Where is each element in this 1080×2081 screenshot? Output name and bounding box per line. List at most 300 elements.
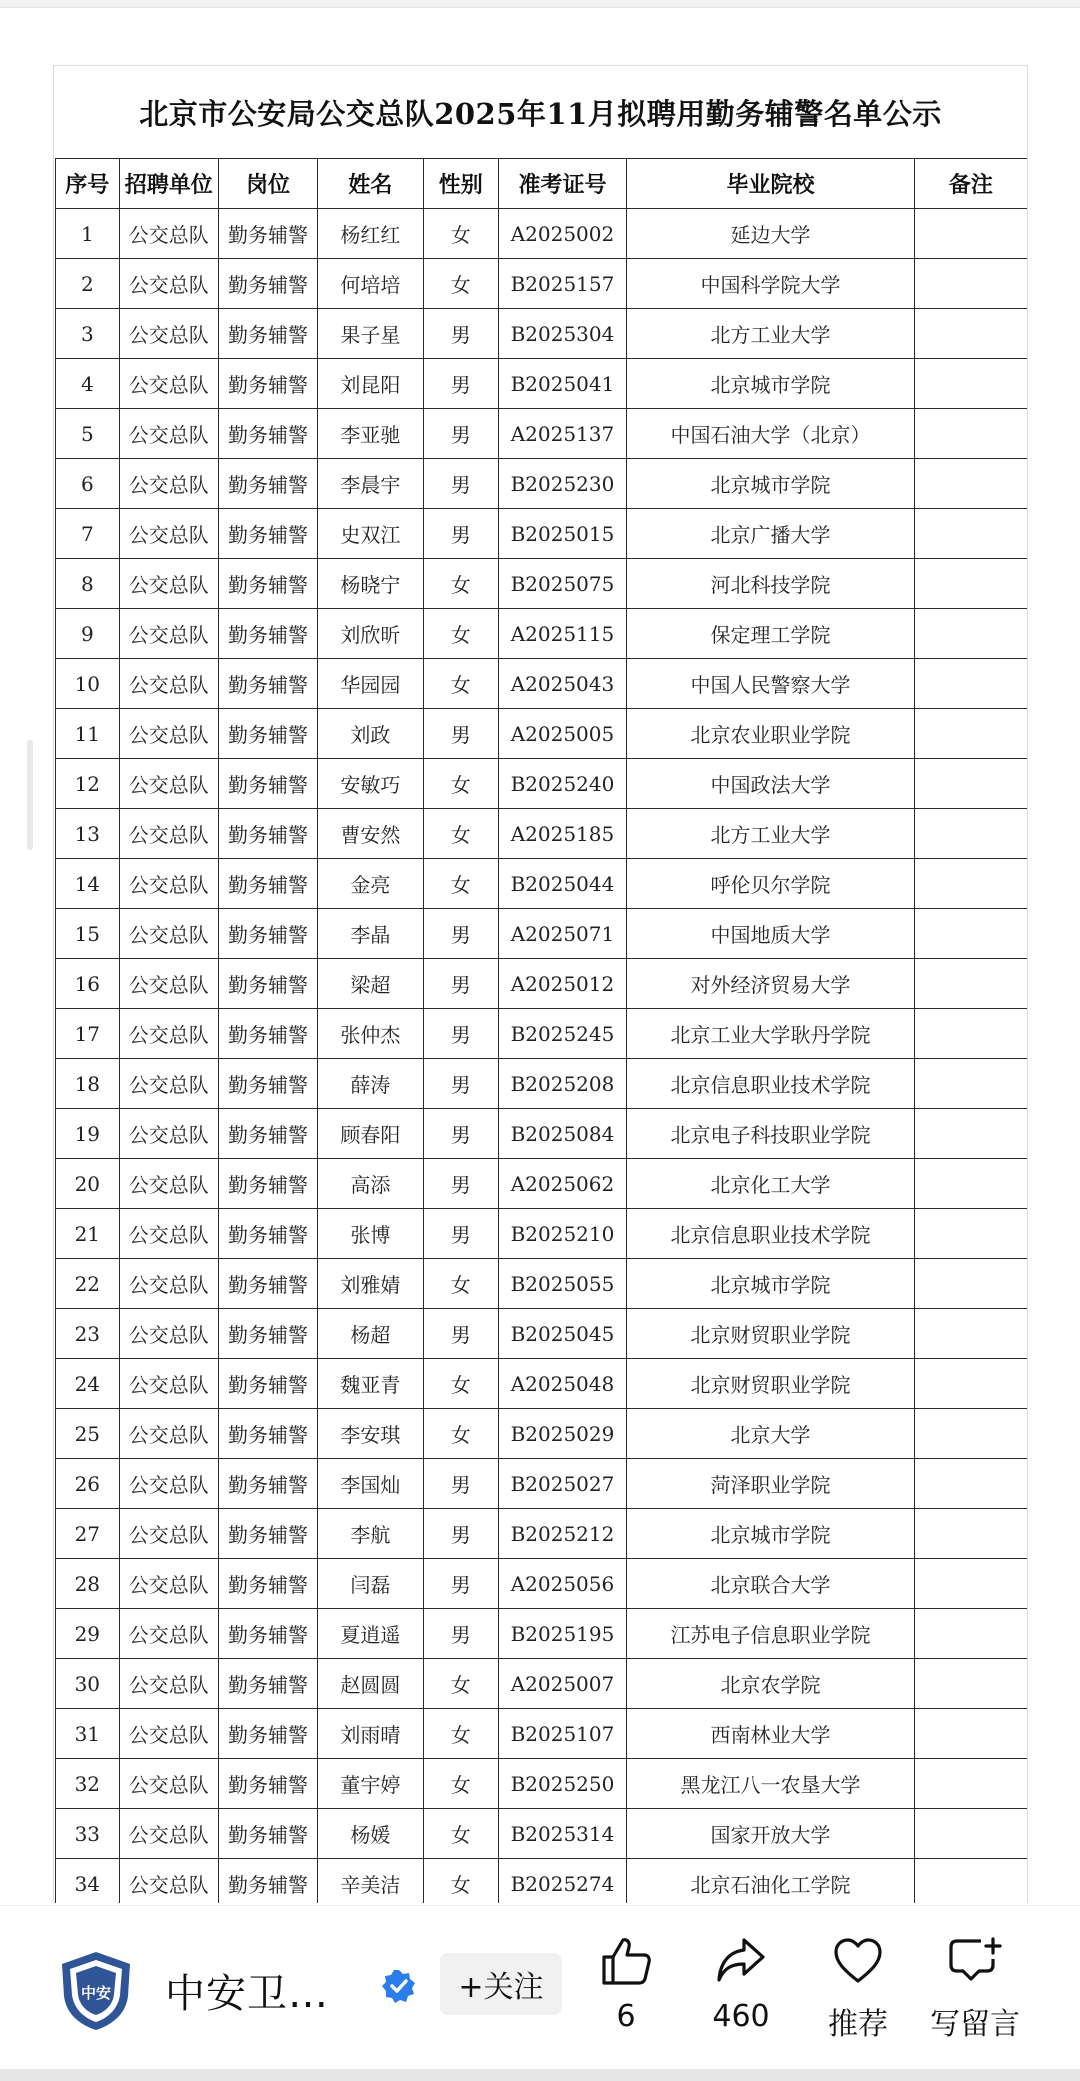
- cell-name: 夏逍遥: [318, 1609, 424, 1659]
- cell-gender: 女: [423, 1709, 498, 1759]
- table-row: [56, 1609, 1028, 1659]
- cell-index: 24: [56, 1359, 120, 1409]
- cell-post: 勤务辅警: [218, 1059, 317, 1109]
- cell-unit: 公交总队: [119, 1159, 218, 1209]
- cell-post: 勤务辅警: [218, 1309, 317, 1359]
- cell-school: 北京广播大学: [627, 509, 915, 559]
- cell-unit: 公交总队: [119, 1359, 218, 1409]
- recommend-button[interactable]: [798, 1935, 918, 2045]
- cell-name: 华园园: [318, 659, 424, 709]
- cell-remarks: [914, 859, 1027, 909]
- cell-school: 江苏电子信息职业学院: [627, 1609, 915, 1659]
- table-row: [56, 1109, 1028, 1159]
- cell-unit: 公交总队: [119, 509, 218, 559]
- cell-school: 黑龙江八一农垦大学: [627, 1759, 915, 1809]
- cell-index: 34: [56, 1859, 120, 1904]
- cell-gender: 男: [423, 1609, 498, 1659]
- cell-index: 8: [56, 559, 120, 609]
- cell-index: 21: [56, 1209, 120, 1259]
- cell-gender: 男: [423, 409, 498, 459]
- table-row: [56, 609, 1028, 659]
- cell-gender: 男: [423, 1459, 498, 1509]
- cell-index: 23: [56, 1309, 120, 1359]
- cell-post: 勤务辅警: [218, 409, 317, 459]
- cell-gender: 女: [423, 1759, 498, 1809]
- cell-unit: 公交总队: [119, 1109, 218, 1159]
- cell-gender: 男: [423, 1209, 498, 1259]
- cell-name: 李国灿: [318, 1459, 424, 1509]
- cell-name: 刘欣昕: [318, 609, 424, 659]
- comment-plus-icon: [947, 1935, 1003, 1987]
- table-row: [56, 509, 1028, 559]
- cell-index: 22: [56, 1259, 120, 1309]
- cell-unit: 公交总队: [119, 1459, 218, 1509]
- cell-exam-id: B2025084: [498, 1109, 626, 1159]
- cell-exam-id: B2025274: [498, 1859, 626, 1904]
- cell-post: 勤务辅警: [218, 809, 317, 859]
- cell-index: 9: [56, 609, 120, 659]
- cell-remarks: [914, 309, 1027, 359]
- like-button[interactable]: [566, 1935, 686, 2045]
- cell-remarks: [914, 1109, 1027, 1159]
- cell-remarks: [914, 459, 1027, 509]
- cell-index: 20: [56, 1159, 120, 1209]
- table-row: [56, 1159, 1028, 1209]
- cell-post: 勤务辅警: [218, 559, 317, 609]
- cell-unit: 公交总队: [119, 209, 218, 259]
- col-header-school: 毕业院校: [627, 159, 915, 209]
- cell-post: 勤务辅警: [218, 659, 317, 709]
- col-header-post: 岗位: [218, 159, 317, 209]
- cell-name: 李亚驰: [318, 409, 424, 459]
- account-name[interactable]: 中安卫…: [165, 1971, 329, 2017]
- cell-name: 高添: [318, 1159, 424, 1209]
- cell-school: 中国地质大学: [627, 909, 915, 959]
- cell-index: 30: [56, 1659, 120, 1709]
- cell-name: 刘政: [318, 709, 424, 759]
- cell-post: 勤务辅警: [218, 1409, 317, 1459]
- cell-post: 勤务辅警: [218, 1509, 317, 1559]
- cell-name: 刘雅婧: [318, 1259, 424, 1309]
- cell-index: 18: [56, 1059, 120, 1109]
- cell-unit: 公交总队: [119, 409, 218, 459]
- cell-post: 勤务辅警: [218, 459, 317, 509]
- cell-school: 北京信息职业技术学院: [627, 1209, 915, 1259]
- verified-check-icon: [382, 1969, 416, 2003]
- cell-exam-id: B2025044: [498, 859, 626, 909]
- like-count: 6: [616, 1999, 636, 2034]
- cell-school: 对外经济贸易大学: [627, 959, 915, 1009]
- cell-remarks: [914, 659, 1027, 709]
- cell-gender: 女: [423, 809, 498, 859]
- cell-exam-id: B2025045: [498, 1309, 626, 1359]
- cell-school: 菏泽职业学院: [627, 1459, 915, 1509]
- cell-index: 4: [56, 359, 120, 409]
- table-row: [56, 1809, 1028, 1859]
- cell-exam-id: B2025210: [498, 1209, 626, 1259]
- cell-unit: 公交总队: [119, 1859, 218, 1904]
- cell-remarks: [914, 609, 1027, 659]
- cell-post: 勤务辅警: [218, 1559, 317, 1609]
- cell-name: 魏亚青: [318, 1359, 424, 1409]
- cell-remarks: [914, 409, 1027, 459]
- cell-name: 果子星: [318, 309, 424, 359]
- cell-index: 17: [56, 1009, 120, 1059]
- cell-gender: 男: [423, 959, 498, 1009]
- cell-school: 北京城市学院: [627, 1259, 915, 1309]
- cell-school: 北方工业大学: [627, 809, 915, 859]
- cell-unit: 公交总队: [119, 1409, 218, 1459]
- cell-post: 勤务辅警: [218, 609, 317, 659]
- cell-post: 勤务辅警: [218, 709, 317, 759]
- cell-name: 辛美洁: [318, 1859, 424, 1904]
- cell-index: 27: [56, 1509, 120, 1559]
- cell-gender: 女: [423, 1809, 498, 1859]
- cell-gender: 男: [423, 459, 498, 509]
- cell-gender: 男: [423, 709, 498, 759]
- cell-exam-id: A2025115: [498, 609, 626, 659]
- cell-exam-id: B2025250: [498, 1759, 626, 1809]
- cell-school: 河北科技学院: [627, 559, 915, 609]
- cell-index: 16: [56, 959, 120, 1009]
- cell-post: 勤务辅警: [218, 1609, 317, 1659]
- cell-post: 勤务辅警: [218, 209, 317, 259]
- cell-remarks: [914, 1859, 1027, 1904]
- cell-name: 杨红红: [318, 209, 424, 259]
- table-row: [56, 1209, 1028, 1259]
- cell-gender: 男: [423, 1559, 498, 1609]
- col-header-name: 姓名: [318, 159, 424, 209]
- cell-name: 史双江: [318, 509, 424, 559]
- cell-post: 勤务辅警: [218, 1159, 317, 1209]
- cell-exam-id: B2025230: [498, 459, 626, 509]
- cell-unit: 公交总队: [119, 909, 218, 959]
- cell-school: 北京财贸职业学院: [627, 1309, 915, 1359]
- cell-unit: 公交总队: [119, 609, 218, 659]
- cell-index: 14: [56, 859, 120, 909]
- follow-button[interactable]: +关注: [440, 1953, 562, 2015]
- cell-unit: 公交总队: [119, 1609, 218, 1659]
- cell-school: 中国科学院大学: [627, 259, 915, 309]
- cell-exam-id: B2025240: [498, 759, 626, 809]
- thumbs-up-icon: [600, 1935, 652, 1987]
- table-row: [56, 359, 1028, 409]
- cell-exam-id: A2025071: [498, 909, 626, 959]
- cell-gender: 男: [423, 309, 498, 359]
- cell-name: 刘昆阳: [318, 359, 424, 409]
- comment-label: 写留言: [930, 2007, 1020, 2042]
- cell-exam-id: B2025075: [498, 559, 626, 609]
- cell-name: 李晨宇: [318, 459, 424, 509]
- cell-index: 28: [56, 1559, 120, 1609]
- cell-school: 北京电子科技职业学院: [627, 1109, 915, 1159]
- table-row: [56, 409, 1028, 459]
- cell-gender: 女: [423, 859, 498, 909]
- cell-school: 西南林业大学: [627, 1709, 915, 1759]
- cell-unit: 公交总队: [119, 1259, 218, 1309]
- cell-remarks: [914, 1159, 1027, 1209]
- table-row: [56, 1359, 1028, 1409]
- cell-school: 北京财贸职业学院: [627, 1359, 915, 1409]
- cell-gender: 女: [423, 1259, 498, 1309]
- cell-unit: 公交总队: [119, 559, 218, 609]
- cell-exam-id: A2025062: [498, 1159, 626, 1209]
- cell-index: 33: [56, 1809, 120, 1859]
- table-row: [56, 1059, 1028, 1109]
- cell-post: 勤务辅警: [218, 1359, 317, 1409]
- col-header-gender: 性别: [423, 159, 498, 209]
- cell-index: 12: [56, 759, 120, 809]
- cell-name: 安敏巧: [318, 759, 424, 809]
- cell-post: 勤务辅警: [218, 1109, 317, 1159]
- cell-unit: 公交总队: [119, 859, 218, 909]
- cell-name: 李安琪: [318, 1409, 424, 1459]
- cell-name: 李晶: [318, 909, 424, 959]
- cell-remarks: [914, 509, 1027, 559]
- cell-unit: 公交总队: [119, 359, 218, 409]
- cell-unit: 公交总队: [119, 309, 218, 359]
- cell-school: 北京工业大学耿丹学院: [627, 1009, 915, 1059]
- cell-school: 北京农业职业学院: [627, 709, 915, 759]
- cell-index: 3: [56, 309, 120, 359]
- cell-name: 薛涛: [318, 1059, 424, 1109]
- cell-gender: 男: [423, 1009, 498, 1059]
- account-avatar[interactable]: [58, 1950, 134, 2032]
- cell-exam-id: B2025041: [498, 359, 626, 409]
- cell-school: 北京化工大学: [627, 1159, 915, 1209]
- cell-exam-id: A2025012: [498, 959, 626, 1009]
- cell-remarks: [914, 759, 1027, 809]
- table-row: [56, 659, 1028, 709]
- cell-school: 北京城市学院: [627, 359, 915, 409]
- cell-remarks: [914, 209, 1027, 259]
- cell-school: 北京城市学院: [627, 1509, 915, 1559]
- cell-index: 15: [56, 909, 120, 959]
- cell-unit: 公交总队: [119, 1809, 218, 1859]
- cell-unit: 公交总队: [119, 709, 218, 759]
- cell-unit: 公交总队: [119, 1759, 218, 1809]
- cell-remarks: [914, 1709, 1027, 1759]
- cell-school: 中国人民警察大学: [627, 659, 915, 709]
- table-row: [56, 309, 1028, 359]
- cell-unit: 公交总队: [119, 659, 218, 709]
- share-arrow-icon: [715, 1935, 767, 1987]
- notice-image[interactable]: [53, 65, 1028, 1903]
- cell-post: 勤务辅警: [218, 359, 317, 409]
- cell-gender: 女: [423, 1409, 498, 1459]
- cell-school: 北京农学院: [627, 1659, 915, 1709]
- cell-school: 延边大学: [627, 209, 915, 259]
- cell-name: 梁超: [318, 959, 424, 1009]
- cell-unit: 公交总队: [119, 459, 218, 509]
- cell-index: 1: [56, 209, 120, 259]
- cell-remarks: [914, 1609, 1027, 1659]
- svg-text:中安: 中安: [80, 1984, 112, 2002]
- cell-remarks: [914, 259, 1027, 309]
- cell-name: 董宇婷: [318, 1759, 424, 1809]
- cell-name: 张博: [318, 1209, 424, 1259]
- cell-unit: 公交总队: [119, 759, 218, 809]
- cell-index: 6: [56, 459, 120, 509]
- cell-exam-id: A2025185: [498, 809, 626, 859]
- cell-school: 中国政法大学: [627, 759, 915, 809]
- table-row: [56, 1709, 1028, 1759]
- cell-remarks: [914, 1259, 1027, 1309]
- cell-index: 2: [56, 259, 120, 309]
- cell-exam-id: A2025048: [498, 1359, 626, 1409]
- table-row: [56, 1009, 1028, 1059]
- cell-gender: 女: [423, 1359, 498, 1409]
- table-row: [56, 809, 1028, 859]
- cell-index: 32: [56, 1759, 120, 1809]
- cell-unit: 公交总队: [119, 1009, 218, 1059]
- cell-index: 5: [56, 409, 120, 459]
- cell-post: 勤务辅警: [218, 1709, 317, 1759]
- cell-unit: 公交总队: [119, 1659, 218, 1709]
- cell-gender: 男: [423, 1109, 498, 1159]
- cell-exam-id: B2025314: [498, 1809, 626, 1859]
- heart-icon: [832, 1935, 884, 1987]
- cell-name: 杨晓宁: [318, 559, 424, 609]
- table-row: [56, 1559, 1028, 1609]
- cell-remarks: [914, 1409, 1027, 1459]
- cell-school: 北京联合大学: [627, 1559, 915, 1609]
- bottom-edge: [0, 2069, 1080, 2081]
- table-row: [56, 759, 1028, 809]
- cell-post: 勤务辅警: [218, 1459, 317, 1509]
- cell-remarks: [914, 959, 1027, 1009]
- comment-button[interactable]: [915, 1935, 1035, 2045]
- cell-remarks: [914, 1759, 1027, 1809]
- cell-remarks: [914, 1659, 1027, 1709]
- cell-unit: 公交总队: [119, 959, 218, 1009]
- cell-exam-id: B2025212: [498, 1509, 626, 1559]
- cell-post: 勤务辅警: [218, 909, 317, 959]
- cell-unit: 公交总队: [119, 1709, 218, 1759]
- table-row: [56, 1859, 1028, 1904]
- cell-remarks: [914, 359, 1027, 409]
- cell-remarks: [914, 1809, 1027, 1859]
- cell-exam-id: B2025029: [498, 1409, 626, 1459]
- table-row: [56, 1409, 1028, 1459]
- cell-index: 7: [56, 509, 120, 559]
- cell-post: 勤务辅警: [218, 309, 317, 359]
- cell-gender: 男: [423, 509, 498, 559]
- cell-exam-id: A2025002: [498, 209, 626, 259]
- cell-exam-id: A2025043: [498, 659, 626, 709]
- cell-index: 26: [56, 1459, 120, 1509]
- table-row: [56, 1759, 1028, 1809]
- cell-exam-id: B2025027: [498, 1459, 626, 1509]
- cell-exam-id: A2025005: [498, 709, 626, 759]
- cell-exam-id: B2025304: [498, 309, 626, 359]
- cell-post: 勤务辅警: [218, 509, 317, 559]
- cell-school: 呼伦贝尔学院: [627, 859, 915, 909]
- cell-gender: 男: [423, 1159, 498, 1209]
- cell-post: 勤务辅警: [218, 259, 317, 309]
- cell-unit: 公交总队: [119, 1559, 218, 1609]
- cell-exam-id: B2025208: [498, 1059, 626, 1109]
- col-header-exam-id: 准考证号: [498, 159, 626, 209]
- cell-index: 31: [56, 1709, 120, 1759]
- cell-remarks: [914, 1009, 1027, 1059]
- cell-gender: 男: [423, 1059, 498, 1109]
- table-row: [56, 1309, 1028, 1359]
- table-row: [56, 909, 1028, 959]
- cell-exam-id: B2025195: [498, 1609, 626, 1659]
- cell-remarks: [914, 1309, 1027, 1359]
- scroll-handle[interactable]: [27, 740, 33, 850]
- cell-post: 勤务辅警: [218, 1009, 317, 1059]
- cell-gender: 女: [423, 559, 498, 609]
- table-row: [56, 959, 1028, 1009]
- cell-school: 北京大学: [627, 1409, 915, 1459]
- table-row: [56, 1659, 1028, 1709]
- cell-name: 金亮: [318, 859, 424, 909]
- cell-exam-id: A2025056: [498, 1559, 626, 1609]
- cell-unit: 公交总队: [119, 259, 218, 309]
- cell-gender: 女: [423, 609, 498, 659]
- cell-name: 何培培: [318, 259, 424, 309]
- share-button[interactable]: [681, 1935, 801, 2045]
- cell-unit: 公交总队: [119, 809, 218, 859]
- recommend-label: 推荐: [828, 2007, 888, 2042]
- cell-name: 张仲杰: [318, 1009, 424, 1059]
- cell-unit: 公交总队: [119, 1209, 218, 1259]
- cell-index: 19: [56, 1109, 120, 1159]
- cell-name: 顾春阳: [318, 1109, 424, 1159]
- cell-gender: 男: [423, 909, 498, 959]
- cell-gender: 女: [423, 209, 498, 259]
- cell-post: 勤务辅警: [218, 1209, 317, 1259]
- cell-name: 赵圆圆: [318, 1659, 424, 1709]
- cell-name: 刘雨晴: [318, 1709, 424, 1759]
- cell-post: 勤务辅警: [218, 1659, 317, 1709]
- cell-exam-id: A2025007: [498, 1659, 626, 1709]
- col-header-remarks: 备注: [914, 159, 1027, 209]
- cell-post: 勤务辅警: [218, 959, 317, 1009]
- cell-name: 杨超: [318, 1309, 424, 1359]
- cell-name: 李航: [318, 1509, 424, 1559]
- cell-remarks: [914, 1359, 1027, 1409]
- cell-unit: 公交总队: [119, 1509, 218, 1559]
- cell-index: 11: [56, 709, 120, 759]
- cell-exam-id: B2025015: [498, 509, 626, 559]
- cell-gender: 男: [423, 359, 498, 409]
- col-header-unit: 招聘单位: [119, 159, 218, 209]
- cell-name: 闫磊: [318, 1559, 424, 1609]
- cell-gender: 女: [423, 259, 498, 309]
- cell-remarks: [914, 1559, 1027, 1609]
- cell-exam-id: B2025107: [498, 1709, 626, 1759]
- table-row: [56, 459, 1028, 509]
- notice-title: 北京市公安局公交总队2025年11月拟聘用勤务辅警名单公示: [139, 96, 942, 131]
- cell-gender: 女: [423, 759, 498, 809]
- cell-exam-id: B2025245: [498, 1009, 626, 1059]
- cell-school: 北方工业大学: [627, 309, 915, 359]
- cell-gender: 男: [423, 1509, 498, 1559]
- cell-gender: 女: [423, 659, 498, 709]
- cell-post: 勤务辅警: [218, 1809, 317, 1859]
- cell-remarks: [914, 1209, 1027, 1259]
- cell-unit: 公交总队: [119, 1309, 218, 1359]
- cell-school: 北京石油化工学院: [627, 1859, 915, 1904]
- cell-school: 北京城市学院: [627, 459, 915, 509]
- cell-exam-id: B2025055: [498, 1259, 626, 1309]
- cell-post: 勤务辅警: [218, 859, 317, 909]
- cell-remarks: [914, 1509, 1027, 1559]
- cell-school: 国家开放大学: [627, 1809, 915, 1859]
